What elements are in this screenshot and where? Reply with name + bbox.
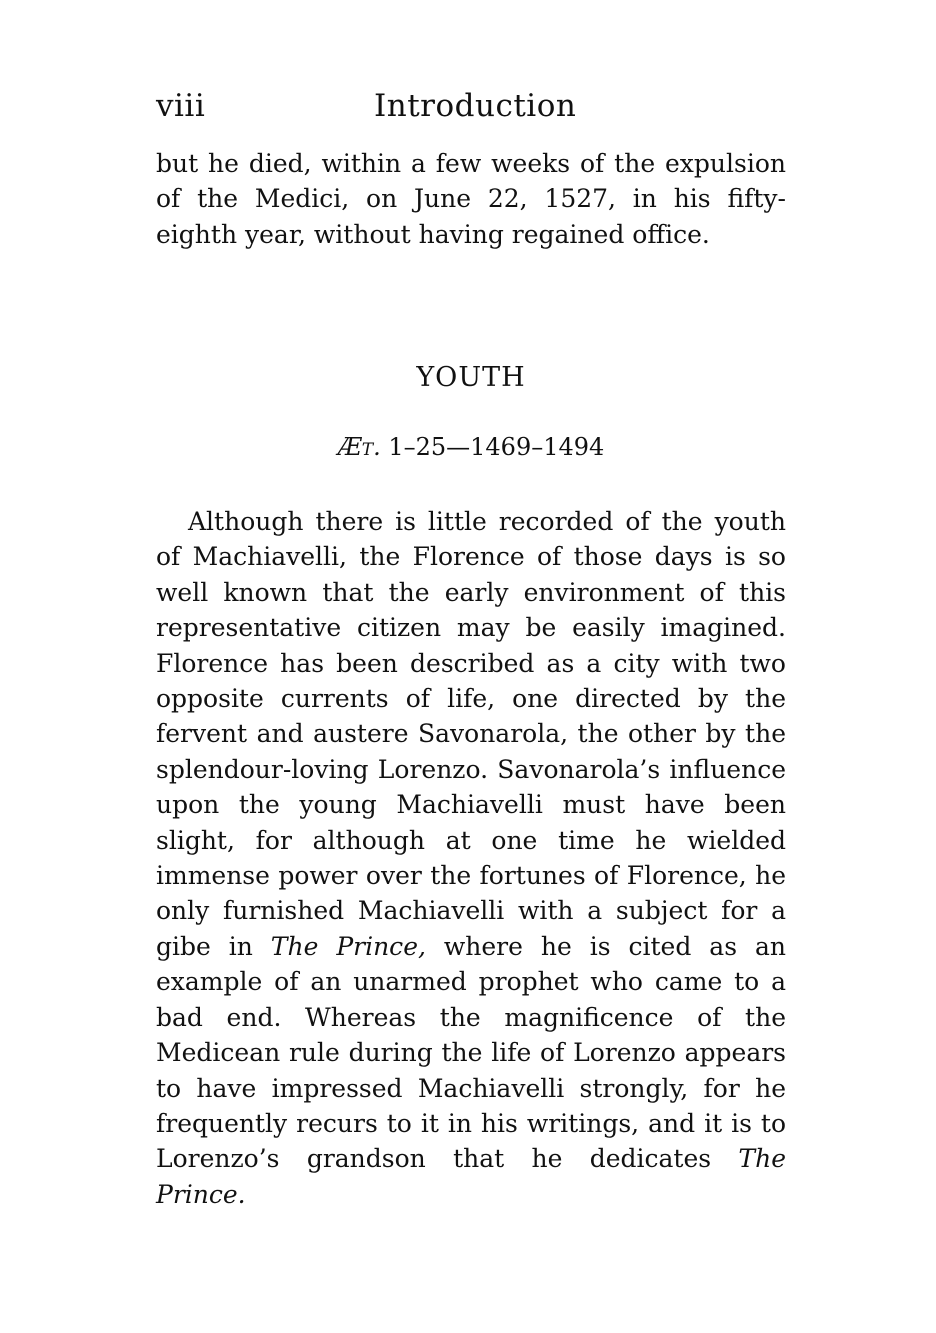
subtitle-aet: Æt. [337, 433, 381, 461]
page-number: viii [156, 88, 206, 124]
section-subtitle [156, 433, 786, 461]
continuation-paragraph: but he died, within a few weeks of the expulsion of the Medici, on June 22, 1527, in his fifty-eighth year, without having regained office. [156, 149, 786, 249]
paragraph-text-1: Although there is little recorded of the youth of Machiavelli, the Florence of those days is so well known that the early environment of this representative citizen may be easily imagined. Florence has been described as a city with two opposite currents of life, one directed by the fervent and austere Savonarola, the other by the splendour-loving Lorenzo. Savonarola’s influence upon the young Machiavelli must have been slight, for although at one time he wielded immense power over the fortunes of Florence, he only furnished Machiavelli with a subject for a gibe in [156, 507, 786, 961]
section-title: YOUTH [416, 362, 526, 393]
paragraph-text-2: where he is cited as an example of an unarmed prophet who came to a bad end. Whereas the magnificence of the Medicean rule during the life of Lorenzo appears to have impressed Machiavelli strongly, for he frequently recurs to it in his writings, and it is to Lorenzo’s grandson that he dedicates [156, 931, 786, 1174]
page-header [156, 88, 786, 132]
body-paragraph [156, 504, 786, 1212]
running-title: Introduction [374, 88, 577, 124]
subtitle-dates: 1–25—1469–1494 [380, 433, 605, 461]
book-title-reference: The Prince, [270, 931, 426, 961]
book-title-reference-final: The Prince. [156, 1144, 786, 1209]
